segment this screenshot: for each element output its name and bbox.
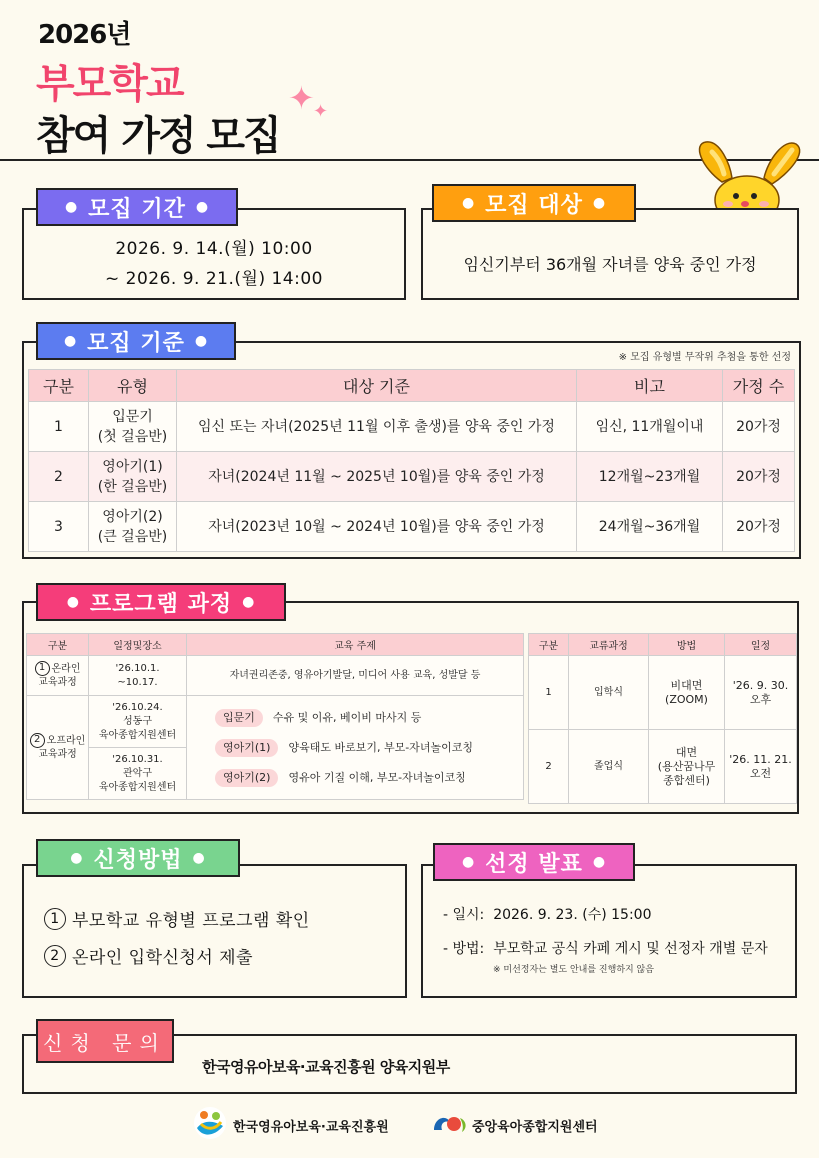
recruit-period-tag: ● 모집 기간 ●	[36, 188, 238, 226]
table-row	[529, 656, 797, 730]
row-count: 20가정	[723, 402, 795, 452]
program-tag: ● 프로그램 과정 ●	[36, 583, 286, 621]
apply-box	[22, 864, 407, 998]
event-header-method: 방법	[649, 634, 725, 656]
num-circle-icon: 1	[44, 908, 66, 930]
announce-box	[421, 864, 797, 998]
announce-note: ※ 미선정자는 별도 안내를 진행하지 않음	[493, 965, 654, 975]
recruit-period-tag-label: 모집 기간	[88, 196, 186, 222]
criteria-note: ※ 모집 유형별 무작위 추첨을 통한 선정	[618, 352, 791, 363]
criteria-header-no: 구분	[29, 370, 89, 402]
recruit-target-tag-label: 모집 대상	[485, 192, 583, 218]
num-circle-icon: 1	[35, 661, 50, 676]
program-right-table	[528, 633, 797, 804]
criteria-box	[22, 341, 801, 559]
footer-logo2-text: 중앙육아종합지원센터	[472, 1120, 598, 1135]
program-tag-label: 프로그램 과정	[89, 591, 233, 617]
table-row	[29, 452, 795, 502]
row-count: 20가정	[723, 452, 795, 502]
program-left-table	[26, 633, 524, 800]
online-date: '26.10.1. ~10.17.	[89, 656, 187, 696]
prog-header-topic: 교육 주제	[187, 634, 524, 656]
apply-step-2: 2 온라인 입학신청서 제출	[44, 943, 310, 968]
pill-intro: 입문기	[215, 709, 263, 727]
prog-header-no: 구분	[27, 634, 89, 656]
page-title-line2: 참여 가정 모집	[36, 113, 280, 159]
apply-tag-label: 신청방법	[93, 847, 183, 873]
event-header-date: 일정	[725, 634, 797, 656]
row-target: 임신 또는 자녀(2025년 11월 이후 출생)를 양육 중인 가정	[177, 402, 577, 452]
announce-date: - 일시: 2026. 9. 23. (수) 15:00	[443, 907, 652, 923]
inquiry-tag: 신청 문의	[36, 1019, 174, 1063]
kcpi-logo-icon	[193, 1106, 227, 1140]
criteria-tag: ● 모집 기준 ●	[36, 322, 236, 360]
offline-topics: 입문기 수유 및 이유, 베이비 마사지 등 영아기(1) 양육태도 바로보기, 부모-자녀놀이코칭 영아기(2) 영유아 기질 이해, 부모-자녀놀이코칭	[187, 696, 524, 800]
row-target: 자녀(2024년 11월 ~ 2025년 10월)를 양육 중인 가정	[177, 452, 577, 502]
announce-method: - 방법: 부모학교 공식 카페 게시 및 선정자 개별 문자	[443, 941, 768, 957]
criteria-header-target: 대상 기준	[177, 370, 577, 402]
table-row	[27, 656, 524, 696]
table-row	[27, 696, 524, 748]
row-note: 24개월~36개월	[577, 502, 723, 552]
criteria-header-count: 가정 수	[723, 370, 795, 402]
footer-logo1-text: 한국영유아보육·교육진흥원	[233, 1120, 389, 1135]
event-method: 비대면 (ZOOM)	[649, 656, 725, 730]
prog-header-schedule: 일정및장소	[89, 634, 187, 656]
apply-tag: ● 신청방법 ●	[36, 839, 240, 877]
central-center-logo-icon	[430, 1110, 470, 1138]
criteria-header-type: 유형	[89, 370, 177, 402]
period-end: ~ 2026. 9. 21.(월) 14:00	[105, 269, 323, 289]
announce-tag-label: 선정 발표	[485, 851, 583, 877]
event-header-no: 구분	[529, 634, 569, 656]
event-date: '26. 9. 30. 오후	[725, 656, 797, 730]
pill-infant1: 영아기(1)	[215, 739, 278, 757]
pill-infant2: 영아기(2)	[215, 769, 278, 787]
event-header-course: 교류과정	[569, 634, 649, 656]
num-circle-icon: 2	[44, 945, 66, 967]
table-row	[29, 402, 795, 452]
row-no: 2	[29, 452, 89, 502]
row-target: 자녀(2023년 10월 ~ 2024년 10월)를 양육 중인 가정	[177, 502, 577, 552]
inquiry-text: 한국영유아보육·교육진흥원 양육지원부	[202, 1058, 450, 1076]
offline-label: 2 오프라인 교육과정	[27, 696, 89, 800]
row-note: 12개월~23개월	[577, 452, 723, 502]
announce-tag: ● 선정 발표 ●	[433, 843, 635, 881]
period-start: 2026. 9. 14.(월) 10:00	[115, 239, 313, 259]
event-date: '26. 11. 21. 오전	[725, 730, 797, 804]
row-type: 입문기 (첫 걸음반)	[89, 402, 177, 452]
recruit-target-tag: ● 모집 대상 ●	[432, 184, 636, 222]
apply-step-1: 1 부모학교 유형별 프로그램 확인	[44, 906, 310, 931]
event-no: 1	[529, 656, 569, 730]
criteria-tag-label: 모집 기준	[87, 330, 185, 356]
event-no: 2	[529, 730, 569, 804]
num-circle-icon: 2	[30, 733, 45, 748]
criteria-table	[28, 369, 795, 552]
table-row	[29, 502, 795, 552]
row-note: 임신, 11개월이내	[577, 402, 723, 452]
row-no: 3	[29, 502, 89, 552]
criteria-header-note: 비고	[577, 370, 723, 402]
event-course: 입학식	[569, 656, 649, 730]
event-method: 대면 (용산꿈나무 종합센터)	[649, 730, 725, 804]
row-type: 영아기(2) (큰 걸음반)	[89, 502, 177, 552]
program-box	[22, 601, 799, 814]
online-label: 1 온라인 교육과정	[27, 656, 89, 696]
row-no: 1	[29, 402, 89, 452]
sparkle-icon: ✦	[288, 79, 315, 117]
row-count: 20가정	[723, 502, 795, 552]
offline-venue1: '26.10.24. 성동구 육아종합지원센터	[89, 696, 187, 748]
table-row	[529, 730, 797, 804]
row-type: 영아기(1) (한 걸음반)	[89, 452, 177, 502]
event-course: 졸업식	[569, 730, 649, 804]
sparkle-small-icon: ✦	[313, 101, 329, 122]
offline-venue2: '26.10.31. 관악구 육아종합지원센터	[89, 748, 187, 800]
recruit-target-text: 임신기부터 36개월 자녀를 양육 중인 가정	[463, 255, 757, 274]
header-year: 2026년	[38, 20, 131, 50]
page-title-line1: 부모학교	[36, 61, 183, 107]
online-topic: 자녀권리존중, 영유아기발달, 미디어 사용 교육, 성발달 등	[187, 656, 524, 696]
